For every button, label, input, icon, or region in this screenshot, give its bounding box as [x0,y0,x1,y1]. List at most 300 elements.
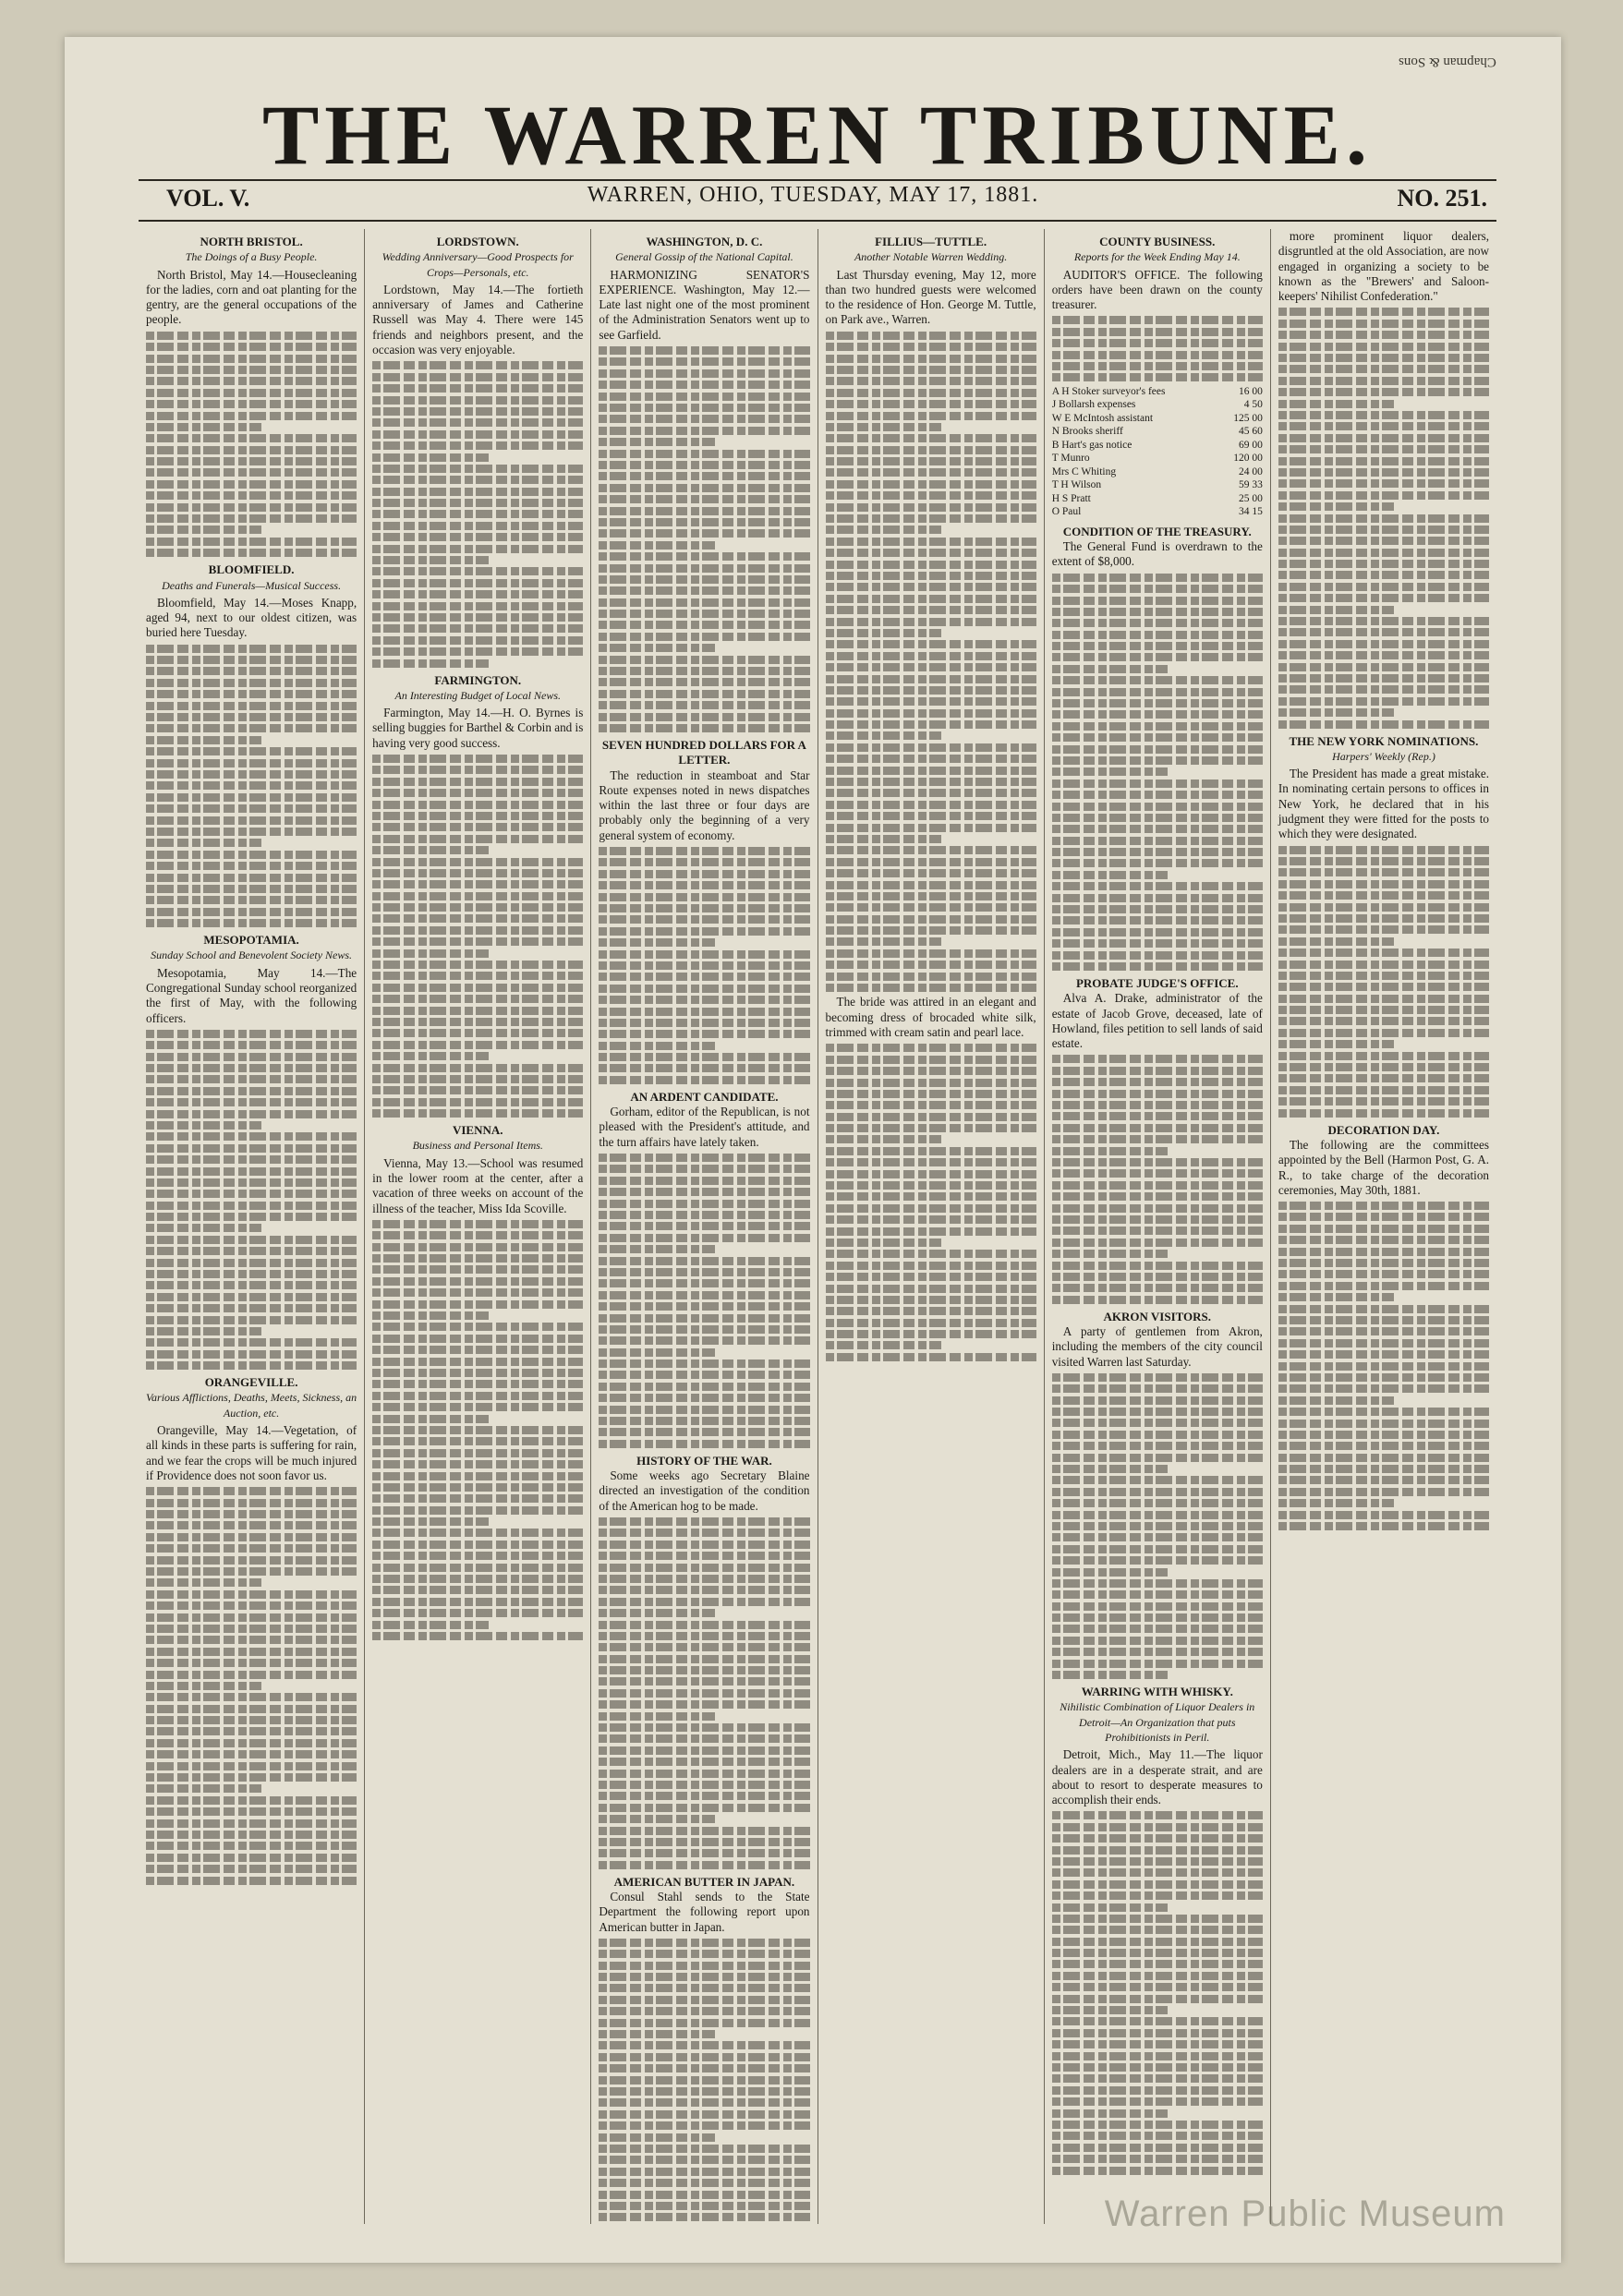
illegible-text-line [1052,1158,1263,1166]
illegible-text-line [146,1270,357,1278]
illegible-text-line [826,1147,1036,1155]
illegible-text-line [826,743,1036,752]
illegible-text-line [372,499,583,507]
illegible-text-line [826,789,1036,797]
illegible-text-line [1052,1522,1263,1530]
illegible-text-line [372,823,583,831]
illegible-text-line [1278,343,1489,351]
illegible-text-line [826,538,1036,546]
illegible-text-line [146,1121,261,1130]
amount-cell: 34 15 [1238,506,1263,518]
illegible-text-line [146,480,357,489]
illegible-text-line [1278,1396,1394,1405]
article-lead-paragraph: A party of gentlemen from Akron, including the members of the city council visited Warren last Saturday. [1051,1323,1263,1369]
illegible-text-line [599,1598,809,1606]
article-headline: WASHINGTON, D. C. [646,235,763,248]
illegible-text-line [1278,560,1489,568]
illegible-text-line [1052,1112,1263,1120]
illegible-text-line [826,355,1036,363]
illegible-text-line [1278,1362,1489,1371]
illegible-text-line [1052,1192,1263,1201]
illegible-text-line [826,903,1036,912]
illegible-text-line [1052,1602,1263,1611]
illegible-text-line [826,961,1036,969]
illegible-text-line [599,1200,809,1208]
article-subheadline: Wedding Anniversary—Good Prospects for Crops—Personals, etc. [382,250,574,279]
illegible-text-line [372,361,583,369]
illegible-text-line [599,598,809,607]
article-headline: AKRON VISITORS. [1103,1309,1212,1323]
payee-cell: J Bollarsh expenses [1051,399,1136,411]
illegible-text-line [146,377,357,385]
illegible-text-line [1052,962,1263,971]
illegible-text-line [1278,1373,1489,1382]
illegible-text-line [1052,1181,1263,1190]
illegible-text-line [599,724,809,732]
article [599,738,809,1084]
illegible-text-line [599,961,809,970]
illegible-text-line [146,1338,357,1347]
illegible-text-line [599,1804,809,1812]
illegible-text-line [372,373,583,381]
table-row [1052,439,1263,453]
illegible-text-line [372,1449,583,1457]
illegible-text-line [372,522,583,530]
illegible-text-line [599,1394,809,1402]
illegible-text-line [1052,1499,1263,1507]
illegible-text-line [1052,837,1263,845]
article [146,562,357,927]
illegible-text-line [1278,377,1489,385]
table-row [1052,398,1263,412]
illegible-text-line [599,2064,809,2072]
illegible-text-line [146,690,357,698]
article [1278,734,1489,1118]
illegible-text-line [826,1215,1036,1224]
illegible-text-line [372,407,583,416]
illegible-text-line [146,355,357,363]
illegible-text-line [599,461,809,469]
illegible-text-line [372,659,488,668]
illegible-text-line [599,1723,809,1732]
article-headline: SEVEN HUNDRED DOLLARS FOR A LETTER. [601,737,806,767]
illegible-text-line [826,812,1036,820]
illegible-text-line [372,613,583,622]
illegible-text-line [1278,1408,1489,1416]
illegible-text-line [372,937,583,946]
article-headline: THE NEW YORK NOMINATIONS. [1289,733,1479,748]
illegible-text-line [1052,1296,1263,1304]
illegible-text-line [1278,400,1394,408]
illegible-text-line [1278,1259,1489,1267]
illegible-text-line [372,903,583,912]
illegible-text-line [146,400,357,408]
illegible-text-line [1278,365,1489,373]
amount-cell: 45 60 [1238,426,1263,438]
illegible-text-line [146,514,357,523]
illegible-text-line [146,1213,357,1221]
illegible-text-line [1278,1248,1489,1256]
illegible-text-line [826,937,941,946]
illegible-text-line [1052,1637,1263,1645]
illegible-text-line [599,2087,809,2096]
illegible-text-line [599,1383,809,1391]
illegible-text-line [146,1784,261,1793]
masthead-rule-top [139,179,1496,181]
illegible-text-line [372,1243,583,1251]
illegible-text-line [1278,514,1489,523]
illegible-text-line [1052,1972,1263,1980]
illegible-text-line [1278,937,1394,946]
illegible-text-line [372,533,583,541]
illegible-text-line [1278,995,1489,1003]
illegible-text-line [826,652,1036,660]
illegible-text-line [146,1487,357,1495]
illegible-text-line [1052,894,1263,902]
illegible-text-line [146,503,357,512]
illegible-text-line [1052,1983,1263,1991]
illegible-text-line [1278,663,1489,671]
illegible-text-line [372,1075,583,1083]
illegible-text-line [372,1029,583,1037]
illegible-text-line [826,468,1036,477]
illegible-text-line [599,1586,809,1594]
illegible-text-line [599,1042,714,1050]
table-row [1052,452,1263,465]
illegible-text-line [1278,628,1489,636]
illegible-text-line [1052,745,1263,754]
illegible-text-line [146,538,357,546]
illegible-text-line [372,1460,583,1468]
illegible-text-line [146,759,357,767]
illegible-text-line [599,529,809,538]
illegible-text-line [599,1962,809,1970]
illegible-text-line [1052,631,1263,639]
article-headline: LORDSTOWN. [436,235,519,248]
illegible-text-line [372,1052,488,1060]
illegible-text-line [1052,1960,1263,1968]
illegible-text-line [826,1101,1036,1109]
column-3 [590,229,817,2224]
illegible-text-line [599,1053,809,1061]
illegible-text-line [372,1231,583,1239]
illegible-text-line [599,1165,809,1173]
illegible-text-line [1052,1926,1263,1934]
illegible-text-line [826,709,1036,718]
illegible-text-line [1278,1327,1489,1335]
illegible-text-line [599,633,809,641]
illegible-text-line [599,1222,809,1230]
illegible-text-line [1052,1511,1263,1519]
illegible-text-line [146,1716,357,1724]
illegible-text-line [826,583,1036,591]
illegible-text-line [826,526,941,534]
illegible-text-line [146,1636,357,1644]
volume-number: VOL. V. [166,185,250,211]
illegible-text-line [146,1648,357,1656]
illegible-text-line [1052,951,1263,960]
illegible-text-line [1052,1556,1263,1565]
illegible-text-line [826,755,1036,763]
article-subheadline: Nihilistic Combination of Liquor Dealers in Detroit—An Organization that puts Prohibitionists in Peril. [1060,1700,1255,1744]
illegible-text-line [1278,880,1489,888]
illegible-text-line [1052,1373,1263,1382]
illegible-text-line [146,1098,357,1106]
illegible-text-line [826,697,1036,706]
article-headline: FILLIUS—TUTTLE. [875,235,987,248]
article-subheadline: Business and Personal Items. [412,1139,543,1153]
illegible-text-line [1052,1454,1263,1462]
illegible-text-line [826,423,941,431]
table-row [1052,492,1263,506]
illegible-text-line [146,1659,357,1667]
illegible-text-line [146,896,357,904]
illegible-text-line [599,1950,809,1958]
illegible-text-line [826,503,1036,512]
illegible-text-line [372,579,583,587]
illegible-text-line [146,1578,261,1587]
illegible-text-line [372,418,583,427]
illegible-text-line [1278,1293,1394,1301]
illegible-text-line [1278,1305,1489,1313]
illegible-text-line [1052,871,1168,879]
illegible-text-line [1052,1396,1263,1405]
illegible-text-line [1052,1949,1263,1957]
illegible-text-line [1278,1225,1489,1233]
illegible-text-line [1052,1625,1263,1633]
article-lead-paragraph: more prominent liquor dealers, disgruntled at the old Association, are now engaged in organizing a society to be known as the "Brewers' and Saloon-keepers' Nihilist Confederation." [1278,229,1490,304]
illegible-text-line [826,675,1036,683]
illegible-text-line [1278,846,1489,854]
illegible-text-line [1052,362,1263,370]
illegible-text-line [1278,1040,1394,1048]
publisher-note: Chapman & Sons [1399,54,1496,69]
illegible-text-line [826,332,1036,340]
table-row [1052,412,1263,426]
illegible-text-line [372,1277,583,1286]
illegible-text-line [599,1552,809,1560]
illegible-text-line [1052,882,1263,890]
illegible-text-line [599,678,809,686]
illegible-text-line [599,1291,809,1299]
illegible-text-line [1278,1074,1489,1082]
payee-cell: O Paul [1051,506,1082,518]
illegible-text-line [1052,328,1263,336]
illegible-text-line [1052,1488,1263,1496]
article-lead-paragraph: Some weeks ago Secretary Blaine directed an investigation of the condition of the American hog to be made. [599,1468,810,1513]
article [372,673,583,1118]
illegible-text-line [146,343,357,351]
illegible-text-line [826,1170,1036,1178]
illegible-text-line [372,510,583,518]
illegible-text-line [1052,1579,1263,1588]
illegible-text-line [372,545,583,553]
illegible-text-line [372,880,583,888]
illegible-text-line [599,1575,809,1583]
illegible-text-line [826,640,1036,648]
illegible-text-line [146,1567,357,1576]
illegible-text-line [146,468,357,477]
illegible-text-line [1278,583,1489,591]
illegible-text-line [372,1392,583,1400]
illegible-text-line [1278,1384,1489,1393]
article-headline: DECORATION DAY. [1327,1122,1440,1137]
illegible-text-line [599,1076,809,1084]
illegible-text-line [372,949,488,958]
illegible-text-line [1052,1823,1263,1831]
illegible-text-line [599,518,809,526]
illegible-text-line [826,1330,1036,1338]
illegible-text-line [372,755,583,763]
illegible-text-line [372,1437,583,1445]
article-lead-paragraph: The following are the committees appointed by the Bell (Harmon Post, G. A. R., to take charge of the decoration ceremonies, May 30th, 1881. [1278,1137,1490,1197]
illegible-text-line [826,1158,1036,1166]
illegible-text-line [1052,316,1263,324]
illegible-text-line [372,1621,488,1629]
illegible-text-line [826,1124,1036,1132]
illegible-text-line [826,389,1036,397]
illegible-text-line [599,564,809,573]
illegible-text-line [826,629,941,637]
illegible-text-line [599,427,809,435]
article-headline: VIENNA. [452,1123,503,1138]
illegible-text-line [372,1346,583,1354]
illegible-text-line [599,1700,809,1709]
illegible-text-line [1052,1124,1263,1132]
illegible-text-line [146,1556,357,1565]
illegible-text-line [599,1371,809,1379]
illegible-text-line [1278,434,1489,442]
illegible-text-line [826,881,1036,889]
illegible-text-line [146,1625,357,1633]
illegible-text-line [372,1541,583,1549]
illegible-text-line [372,1220,583,1228]
illegible-text-line [826,869,1036,877]
illegible-text-line [146,1178,357,1187]
illegible-text-line [372,778,583,786]
illegible-text-line [599,713,809,721]
illegible-text-line [1052,1273,1263,1281]
illegible-text-line [599,1279,809,1287]
illegible-text-line [146,1064,357,1072]
illegible-text-line [1278,1316,1489,1324]
illegible-text-line [1278,868,1489,876]
illegible-text-line [1052,767,1168,776]
table-row [1052,478,1263,492]
illegible-text-line [599,2213,809,2221]
illegible-text-line [599,1621,809,1629]
illegible-text-line [599,2098,809,2107]
illegible-text-line [372,1632,583,1640]
illegible-text-line [1278,1086,1489,1094]
illegible-text-line [1278,388,1489,396]
illegible-text-line [372,1311,488,1320]
illegible-text-line [599,381,809,389]
illegible-text-line [372,556,488,564]
illegible-text-line [599,541,714,550]
illegible-text-line [1052,1215,1263,1224]
illegible-text-line [826,366,1036,374]
illegible-text-line [1052,2086,1263,2095]
article-lead-paragraph: The General Fund is overdrawn to the extent of $8,000. [1051,539,1263,569]
illegible-text-line [826,514,1036,523]
illegible-text-line [146,1682,261,1690]
illegible-text-line [1052,722,1263,731]
illegible-text-line [146,804,357,813]
article [146,1375,357,1884]
article-lead-paragraph: Orangeville, May 14.—Vegetation, of all kinds in these parts is suffering for rain, and we fear the crops will be much injured if Providence does not soon favor us. [146,1423,357,1482]
illegible-text-line [599,393,809,401]
illegible-text-line [1278,1109,1489,1118]
illegible-text-line [1052,1903,1168,1912]
illegible-text-line [146,1671,357,1679]
illegible-text-line [146,645,357,653]
illegible-text-line [1278,708,1394,717]
article-lead-paragraph: Lordstown, May 14.—The fortieth anniversary of James and Catherine Russell was May 4. There were 145 friends and neighbors present, and the occasion was very enjoyable. [372,282,584,357]
article [599,1454,809,1869]
illegible-text-line [146,1053,357,1061]
illegible-text-line [1052,1671,1168,1679]
illegible-text-line [599,1245,714,1253]
amount-cell: 25 00 [1238,492,1263,504]
illegible-text-line [1052,1135,1263,1143]
illegible-text-line [599,690,809,698]
illegible-text-line [599,2191,809,2199]
illegible-text-line [1278,640,1489,648]
illegible-text-line [146,1854,357,1862]
illegible-text-line [599,1177,809,1185]
illegible-text-line [372,1494,583,1503]
illegible-text-line [1052,2109,1168,2118]
illegible-text-line [1052,2006,1168,2014]
illegible-text-line [599,985,809,993]
illegible-text-line [599,1529,809,1537]
illegible-text-line [1052,1101,1263,1109]
illegible-text-line [146,702,357,710]
illegible-text-line [146,1041,357,1049]
illegible-text-line [146,1819,357,1828]
illegible-text-line [599,1792,809,1800]
illegible-text-line [1052,1078,1263,1086]
illegible-text-line [826,1296,1036,1304]
article [1052,525,1263,971]
article-headline: COUNTY BUSINESS. [1099,235,1216,248]
illegible-text-line [599,1211,809,1219]
illegible-text-line [599,2168,809,2176]
illegible-text-line [826,858,1036,866]
amount-cell: 125 00 [1233,412,1263,424]
illegible-text-line [1278,1431,1489,1439]
illegible-text-line [1278,1511,1489,1519]
illegible-text-line [1052,848,1263,856]
illegible-text-line [599,1348,714,1357]
illegible-text-line [826,446,1036,454]
illegible-text-line [599,950,809,959]
illegible-text-line [372,846,488,854]
illegible-text-line [1278,445,1489,453]
illegible-text-line [599,1541,809,1549]
illegible-text-line [1278,468,1489,477]
illegible-text-line [1278,949,1489,957]
illegible-text-line [372,1098,583,1106]
illegible-text-line [1278,1454,1489,1462]
illegible-text-line [1052,1613,1263,1622]
illegible-text-line [599,1030,809,1038]
article-headline: AN ARDENT CANDIDATE. [630,1089,779,1104]
illegible-text-line [826,1307,1036,1315]
illegible-text-line [1278,1465,1489,1473]
illegible-text-line [826,491,1036,500]
